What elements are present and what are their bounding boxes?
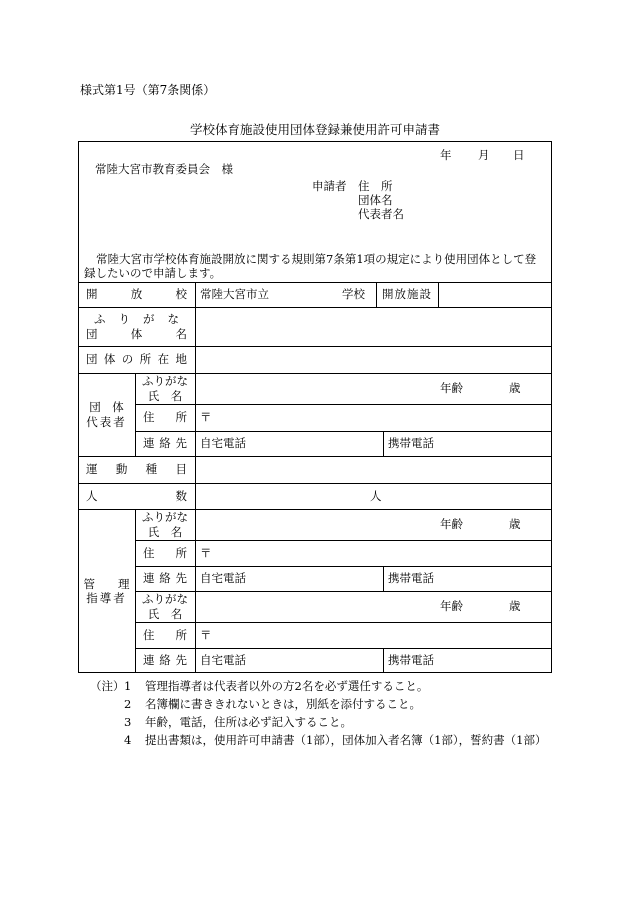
mobile-phone-label: 携帯電話	[388, 436, 434, 451]
rep-furigana-label: ふりがな	[142, 374, 188, 389]
headcount-label: 人 数	[86, 488, 187, 503]
applicant-group-name-label: 団体名	[358, 193, 393, 207]
manager1-mobile-phone-field[interactable]	[383, 566, 552, 591]
headcount-unit: 人	[370, 488, 382, 503]
manager1-age-unit: 歳	[509, 517, 521, 532]
notes-prefix: （注）	[90, 679, 125, 693]
manager2-furigana-label: ふりがな	[142, 592, 188, 607]
rep-name-text: 氏 名	[147, 388, 183, 403]
group-name-input[interactable]	[195, 307, 552, 346]
application-statement-line1: 常陸大宮市学校体育施設開放に関する規則第7条第1項の規定により使用団体として登	[96, 252, 537, 266]
note-3-number: 3	[124, 715, 132, 729]
note-3-text: 年齢，電話，住所は必ず記入すること。	[145, 715, 352, 729]
school-city-prefix: 常陸大宮市立	[200, 287, 269, 302]
manager1-address-input[interactable]	[195, 540, 552, 566]
manager2-age-label: 年齢	[440, 599, 463, 614]
mobile-phone-label: 携帯電話	[388, 653, 434, 668]
sport-input[interactable]	[195, 456, 552, 483]
home-phone-label: 自宅電話	[200, 653, 246, 668]
manager2-contact-label: 連 絡 先	[143, 653, 187, 668]
manager2-address-label: 住 所	[143, 627, 187, 642]
manager1-age-label: 年齢	[440, 517, 463, 532]
rep-age-label: 年齢	[440, 381, 463, 396]
manager2-address-input[interactable]	[195, 622, 552, 648]
manager2-name-text: 氏 名	[147, 606, 183, 621]
postal-mark: 〒	[200, 410, 212, 425]
note-1-text: 管理指導者は代表者以外の方2名を必ず選任すること。	[145, 679, 429, 693]
home-phone-label: 自宅電話	[200, 571, 246, 586]
postal-mark: 〒	[200, 627, 212, 642]
applicant-representative-label: 代表者名	[358, 207, 404, 221]
applicant-label: 申請者	[312, 179, 347, 193]
group-name-text: 団 体 名	[86, 326, 187, 341]
facility-label: 開放施設	[382, 287, 432, 302]
rep-mobile-phone-field[interactable]	[383, 431, 552, 456]
application-statement-line2: 録したいので申請します。	[84, 266, 222, 280]
rep-name-input[interactable]	[195, 373, 440, 404]
postal-mark: 〒	[200, 545, 212, 560]
manager-section-line2: 指導者	[86, 591, 127, 605]
note-2-number: 2	[124, 697, 132, 711]
manager1-name-label	[135, 509, 195, 540]
note-4-text: 提出書類は，使用許可申請書（1部），団体加入者名簿（1部），誓約書（1部）	[145, 733, 547, 747]
representative-section-line2: 代表者	[86, 414, 127, 429]
manager2-home-phone-field[interactable]	[195, 648, 383, 673]
representative-section-line1: 団 体	[89, 400, 124, 415]
rep-contact-label: 連 絡 先	[143, 436, 187, 451]
school-label: 開 放 校	[86, 287, 187, 302]
note-1-number: 1	[124, 679, 132, 693]
manager1-name-text: 氏 名	[147, 524, 183, 539]
facility-input[interactable]	[438, 282, 552, 307]
manager2-age-unit: 歳	[509, 599, 521, 614]
rep-address-label: 住 所	[143, 410, 187, 425]
addressee: 常陸大宮市教育委員会 様	[95, 162, 233, 176]
manager1-home-phone-field[interactable]	[195, 566, 383, 591]
note-4-number: 4	[124, 733, 132, 747]
rep-address-input[interactable]	[195, 404, 552, 431]
note-2-text: 名簿欄に書ききれないときは，別紙を添付すること。	[145, 697, 421, 711]
manager2-mobile-phone-field[interactable]	[383, 648, 552, 673]
manager2-name-input[interactable]	[195, 591, 440, 622]
manager1-furigana-label: ふりがな	[142, 510, 188, 525]
manager-section-label	[78, 509, 135, 673]
group-address-input[interactable]	[195, 346, 552, 373]
manager1-contact-label: 連 絡 先	[143, 571, 187, 586]
group-name-label	[78, 307, 195, 346]
sport-label: 運 動 種 目	[86, 462, 187, 477]
school-suffix: 学校	[342, 287, 365, 302]
manager1-address-label: 住 所	[143, 545, 187, 560]
home-phone-label: 自宅電話	[200, 436, 246, 451]
rep-name-label	[135, 373, 195, 404]
manager2-name-label	[135, 591, 195, 622]
rep-age-unit: 歳	[509, 381, 521, 396]
group-furigana-label: ふ り が な	[94, 312, 179, 327]
form-number-label: 様式第1号（第7条関係）	[80, 83, 216, 97]
date-month-label: 月	[478, 148, 490, 162]
mobile-phone-label: 携帯電話	[388, 571, 434, 586]
date-year-label: 年	[440, 148, 452, 162]
applicant-address-label: 住 所	[358, 179, 393, 193]
manager-section-line1: 管 理	[83, 576, 130, 591]
group-address-label: 団 体 の 所 在 地	[86, 352, 187, 367]
document-title: 学校体育施設使用団体登録兼使用許可申請書	[189, 122, 440, 137]
date-day-label: 日	[513, 148, 525, 162]
manager1-name-input[interactable]	[195, 509, 440, 540]
representative-section-label	[78, 373, 135, 456]
rep-home-phone-field[interactable]	[195, 431, 383, 456]
